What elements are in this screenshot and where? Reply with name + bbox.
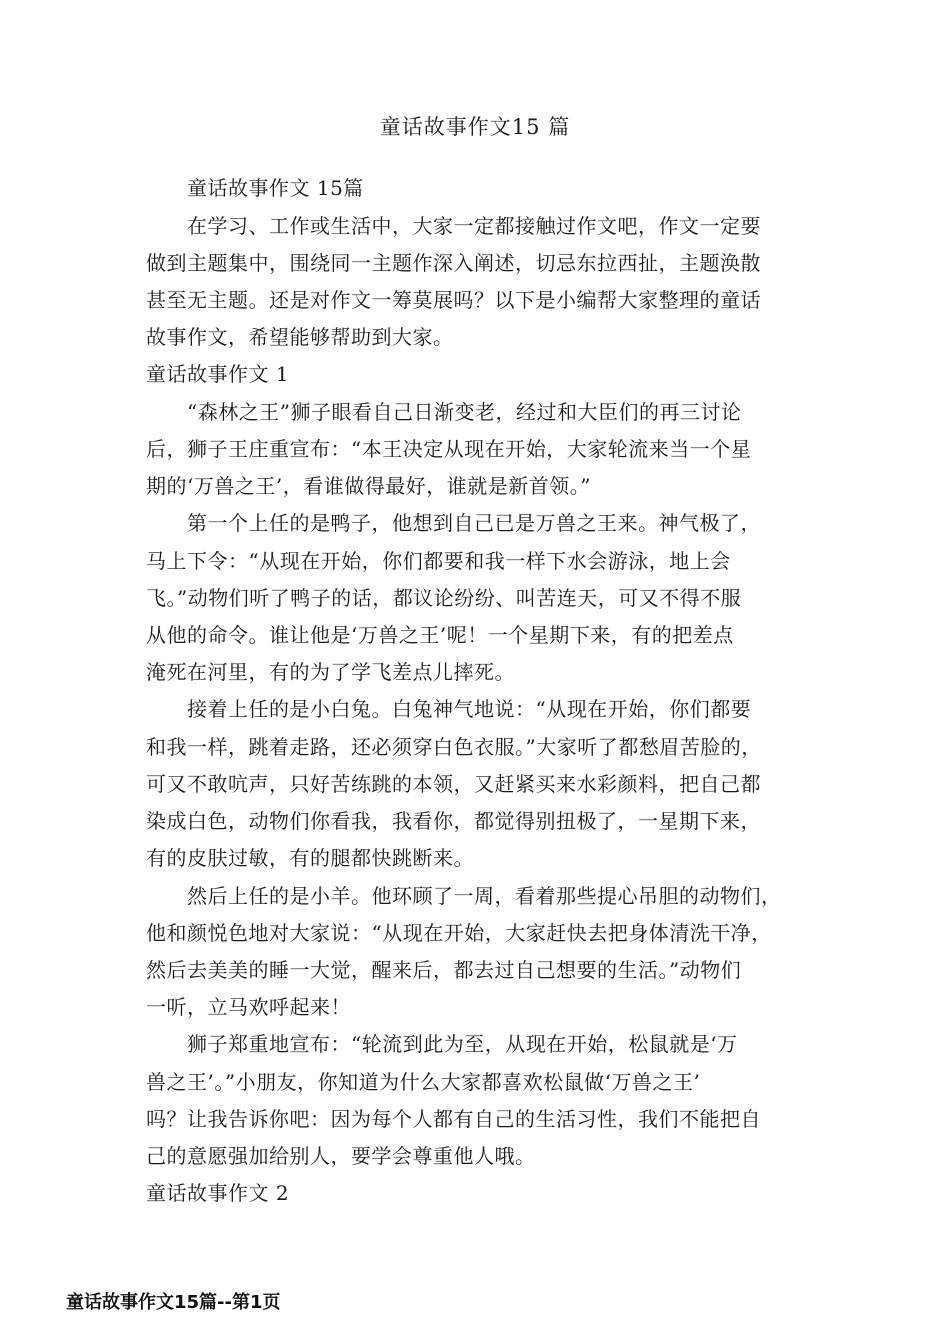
- paragraph-line: 做到主题集中，围绕同一主题作深入阐述，切忌东拉西扯，主题涣散: [146, 251, 761, 275]
- paragraph-line: 一听，立马欢呼起来！: [146, 995, 351, 1019]
- paragraph-line: 从他的命令。谁让他是‘万兽之王’呢！一个星期下来，有的把差点: [146, 623, 734, 647]
- paragraph-line: 可又不敢吭声，只好苦练跳的本领，又赶紧买来水彩颜料，把自己都: [146, 772, 761, 796]
- paragraph-line: 有的皮肤过敏，有的腿都快跳断来。: [146, 846, 474, 870]
- paragraph-line: 后，狮子王庄重宣布：“本王决定从现在开始，大家轮流来当一个星: [146, 437, 752, 461]
- paragraph-line: 淹死在河里，有的为了学飞差点儿摔死。: [146, 660, 515, 684]
- paragraph-line: 染成白色，动物们你看我，我看你，都觉得别扭极了，一星期下来，: [146, 809, 761, 833]
- paragraph-line: 然后去美美的睡一大觉，醒来后，都去过自己想要的生活。”动物们: [146, 958, 742, 982]
- paragraph-line: 第一个上任的是鸭子，他想到自己已是万兽之王来。神气极了，: [187, 511, 761, 535]
- paragraph-line: 接着上任的是小白兔。白兔神气地说：“从现在开始，你们都要: [187, 697, 752, 721]
- subtitle-line: 童话故事作文 15篇: [187, 176, 364, 200]
- paragraph-line: 他和颜悦色地对大家说：“从现在开始，大家赶快去把身体清洗干净，: [146, 921, 772, 945]
- paragraph-line: 和我一样，跳着走路，还必须穿白色衣服。”大家听了都愁眉苦脸的，: [146, 735, 762, 759]
- document-title: 童话故事作文15 篇: [379, 115, 571, 139]
- paragraph-line: 己的意愿强加给别人，要学会尊重他人哦。: [146, 1144, 536, 1168]
- paragraph-line: 吗？让我告诉你吧：因为每个人都有自己的生活习性，我们不能把自: [146, 1107, 761, 1131]
- section-heading-2: 童话故事作文 2: [146, 1181, 290, 1205]
- paragraph-line: 在学习、工作或生活中，大家一定都接触过作文吧，作文一定要: [187, 214, 761, 238]
- paragraph-line: “森林之王”狮子眼看自己日渐变老，经过和大臣们的再三讨论: [187, 400, 742, 424]
- paragraph-line: 然后上任的是小羊。他环顾了一周，看着那些提心吊胆的动物们，: [187, 884, 782, 908]
- section-heading-1: 童话故事作文 1: [146, 362, 290, 386]
- paragraph-line: 甚至无主题。还是对作文一筹莫展吗？以下是小编帮大家整理的童话: [146, 288, 761, 312]
- paragraph-line: 期的‘万兽之王’，看谁做得最好，谁就是新首领。”: [146, 474, 591, 498]
- paragraph-line: 飞。”动物们听了鸭子的话，都议论纷纷、叫苦连天，可又不得不服: [146, 586, 742, 610]
- paragraph-line: 故事作文，希望能够帮助到大家。: [146, 325, 454, 349]
- page-footer: 童话故事作文15篇--第1页: [66, 1292, 281, 1313]
- paragraph-line: 马上下令：“从现在开始，你们都要和我一样下水会游泳，地上会: [146, 549, 731, 573]
- paragraph-line: 兽之王’。”小朋友，你知道为什么大家都喜欢松鼠做‘万兽之王’: [146, 1070, 701, 1094]
- paragraph-line: 狮子郑重地宣布：“轮流到此为至，从现在开始，松鼠就是‘万: [187, 1032, 738, 1056]
